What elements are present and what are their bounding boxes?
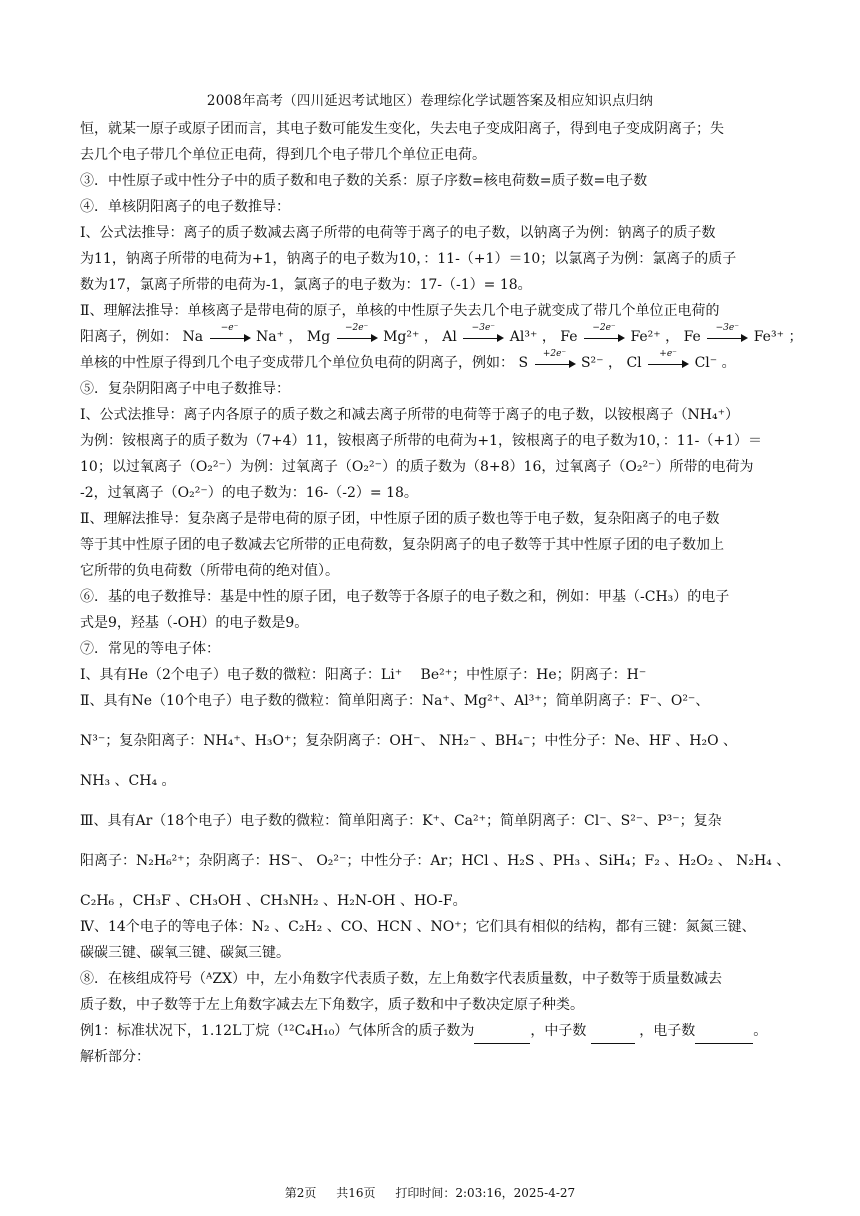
reaction-arrow bbox=[463, 323, 503, 344]
equation-line-cations: 阳离子，例如： Na −e⁻ Na⁺ ， Mg −2e⁻ Mg²⁺ ， Al −3e⁻ Al³⁺ ， Fe −2e⁻ Fe²⁺ ， Fe −3e⁻ Fe³⁺ ； bbox=[80, 323, 803, 345]
product: S²⁻ bbox=[580, 355, 604, 371]
text-line: ⑤．复杂阴阳离子中电子数推导： bbox=[80, 381, 290, 397]
text-line: ⑧．在核组成符号（ᴬZX）中，左小角数字代表质子数，左上角数字代表质量数，中子数等于质量数减去 bbox=[80, 971, 723, 987]
answer-blank-protons[interactable] bbox=[474, 1027, 530, 1044]
text-line: Ⅱ、具有Ne（10个电子）电子数的微粒：简单阳离子：Na⁺、Mg²⁺、Al³⁺；简单阴离子：F⁻、O²⁻、 bbox=[80, 693, 710, 709]
product: Na⁺ bbox=[255, 329, 284, 345]
equation-line-anions: 单核的中性原子得到几个电子变成带几个单位负电荷的阴离子，例如： S +2e⁻ S²⁻ ， Cl +e⁻ Cl⁻ 。 bbox=[80, 349, 736, 371]
equation-al bbox=[442, 323, 542, 345]
reaction-arrow bbox=[210, 323, 250, 344]
answer-blank-electrons[interactable] bbox=[695, 1027, 753, 1044]
arrow-label: −e⁻ bbox=[220, 323, 239, 333]
text-fragment: ，中子数 bbox=[530, 1023, 587, 1039]
print-time: 打印时间：2:03:16，2025-4-27 bbox=[395, 1186, 576, 1200]
reactant: Mg bbox=[306, 329, 331, 345]
text-line: 阳离子：N₂H₆²⁺；杂阴离子：HS⁻、 O₂²⁻；中性分子：Ar；HCl 、H₂S 、PH₃ 、SiH₄；F₂ 、H₂O₂ 、 N₂H₄ 、 bbox=[80, 853, 791, 869]
product: Fe³⁺ bbox=[753, 329, 784, 345]
document-title: 2008年高考（四川延迟考试地区）卷理综化学试题答案及相应知识点归纳 bbox=[206, 93, 654, 109]
answer-blank-neutrons[interactable] bbox=[591, 1027, 635, 1044]
text-line: ③．中性原子或中性分子中的质子数和电子数的关系：原子序数=核电荷数=质子数=电子数 bbox=[80, 173, 648, 189]
text-line: ⑦．常见的等电子体： bbox=[80, 641, 220, 657]
text-line: Ⅱ、理解法推导：复杂离子是带电荷的原子团，中性原子团的质子数也等于电子数，复杂阳离子的电子数 bbox=[80, 511, 720, 527]
text-line: 10；以过氧离子（O₂²⁻）为例：过氧离子（O₂²⁻）的质子数为（8+8）16，过氧离子（O₂²⁻）所带的电荷为 bbox=[80, 459, 754, 475]
product: Al³⁺ bbox=[509, 329, 538, 345]
text-fragment: 单核的中性原子得到几个电子变成带几个单位负电荷的阴离子，例如： bbox=[80, 355, 514, 371]
text-line: 解析部分： bbox=[80, 1049, 150, 1065]
text-fragment: 例1：标准状况下，1.12L丁烷（¹²C₄H₁₀）气体所含的质子数为 bbox=[80, 1023, 475, 1039]
text-line: Ⅳ、14个电子的等电子体：N₂ 、C₂H₂ 、CO、HCN 、NO⁺；它们具有相似的结构，都有三键：氮氮三键、 bbox=[80, 919, 756, 935]
text-line: 为11，钠离子所带的电荷为+1，钠离子的电子数为10，：11-（+1）＝10；以氯离子为例：氯离子的质子 bbox=[80, 251, 737, 267]
text-line: 碳碳三键、碳氧三键、碳氮三键。 bbox=[80, 945, 290, 961]
arrow-label: −3e⁻ bbox=[471, 323, 496, 333]
product: Cl⁻ bbox=[694, 355, 718, 371]
text-line: 它所带的负电荷数（所带电荷的绝对值）。 bbox=[80, 563, 339, 579]
text-fragment: 。 bbox=[753, 1023, 768, 1039]
text-line: 质子数，中子数等于左上角数字减去左下角数字，质子数和中子数决定原子种类。 bbox=[80, 997, 584, 1013]
example-question bbox=[80, 1018, 785, 1044]
text-line: 恒，就某一原子或原子团而言，其电子数可能发生变化，失去电子变成阳离子，得到电子变成阴离子；失 bbox=[80, 121, 724, 137]
reactant: Fe bbox=[560, 329, 578, 345]
text-line: -2，过氧离子（O₂²⁻）的电子数为：16-（-2）= 18。 bbox=[80, 485, 418, 501]
text-line: NH₃ 、CH₄ 。 bbox=[80, 773, 176, 789]
reactant: Fe bbox=[683, 329, 701, 345]
text-line: Ⅱ、理解法推导：单核离子是带电荷的原子，单核的中性原子失去几个电子就变成了带几个单位正电荷的 bbox=[80, 303, 720, 319]
text-line: N³⁻；复杂阳离子：NH₄⁺、H₃O⁺；复杂阴离子：OH⁻、 NH₂⁻ 、BH₄⁻；中性分子：Ne、HF 、H₂O 、 bbox=[80, 733, 737, 749]
reaction-arrow bbox=[337, 323, 377, 344]
text-fragment: ，电子数 bbox=[639, 1023, 696, 1039]
equation-mg bbox=[306, 323, 424, 345]
reaction-arrow bbox=[584, 323, 624, 344]
text-line: Ⅰ、公式法推导：离子的质子数减去离子所带的电荷等于离子的电子数，以钠离子为例：钠离子的质子数 bbox=[80, 225, 716, 241]
reaction-arrow bbox=[707, 323, 747, 344]
text-fragment: 阳离子，例如： bbox=[80, 329, 178, 345]
reactant: S bbox=[518, 355, 529, 371]
text-line: 式是9，羟基（-OH）的电子数是9。 bbox=[80, 615, 309, 631]
text-line: ④．单核阴阳离子的电子数推导： bbox=[80, 199, 290, 215]
text-line: Ⅰ、具有He（2个电子）电子数的微粒：阳离子：Li⁺ Be²⁺；中性原子：He；阴离子：H⁻ bbox=[80, 667, 647, 683]
document-body bbox=[80, 116, 803, 1070]
reactant: Al bbox=[442, 329, 457, 345]
text-line: ⑥．基的电子数推导：基是中性的原子团，电子数等于各原子的电子数之和，例如：甲基（-CH₃）的电子 bbox=[80, 589, 730, 605]
arrow-label: +e⁻ bbox=[659, 349, 677, 359]
product: Fe²⁺ bbox=[630, 329, 661, 345]
text-line: 数为17，氯离子所带的电荷为-1，氯离子的电子数为：17-（-1）= 18。 bbox=[80, 277, 532, 293]
equation-fe3 bbox=[683, 323, 789, 345]
reaction-arrow bbox=[648, 349, 688, 370]
product: Mg²⁺ bbox=[383, 329, 420, 345]
arrow-label: −3e⁻ bbox=[715, 323, 739, 333]
equation-s bbox=[518, 349, 608, 371]
page-footer bbox=[0, 1184, 860, 1201]
arrow-label: −2e⁻ bbox=[344, 323, 369, 333]
reactant: Cl bbox=[626, 355, 642, 371]
arrow-label: +2e⁻ bbox=[542, 349, 567, 359]
equation-cl bbox=[626, 349, 721, 371]
text-line: 为例：铵根离子的质子数为（7+4）11，铵根离子所带的电荷为+1，铵根离子的电子数为10，：11-（+1）＝ bbox=[80, 433, 762, 449]
equation-fe2 bbox=[560, 323, 665, 345]
text-line: 等于其中性原子团的电子数减去它所带的正电荷数，复杂阴离子的电子数等于其中性原子团的电子数加上 bbox=[80, 537, 724, 553]
reactant: Na bbox=[182, 329, 204, 345]
text-line: C₂H₆ ，CH₃F 、CH₃OH 、CH₃NH₂ 、H₂N-OH 、HO-F。 bbox=[80, 893, 467, 909]
arrow-label: −2e⁻ bbox=[592, 323, 616, 333]
reaction-arrow bbox=[535, 349, 575, 370]
text-line: Ⅰ、公式法推导：离子内各原子的质子数之和减去离子所带的电荷等于离子的电子数，以铵根离子（NH₄⁺） bbox=[80, 407, 739, 423]
text-line: 去几个电子带几个单位正电荷，得到几个电子带几个单位正电荷。 bbox=[80, 147, 486, 163]
page-number: 第2页 bbox=[284, 1186, 317, 1200]
page-total: 共16页 bbox=[336, 1186, 376, 1200]
equation-na bbox=[182, 323, 288, 345]
text-line: Ⅲ、具有Ar（18个电子）电子数的微粒：简单阳离子：K⁺、Ca²⁺；简单阴离子：Cl⁻、S²⁻、P³⁻；复杂 bbox=[80, 813, 722, 829]
